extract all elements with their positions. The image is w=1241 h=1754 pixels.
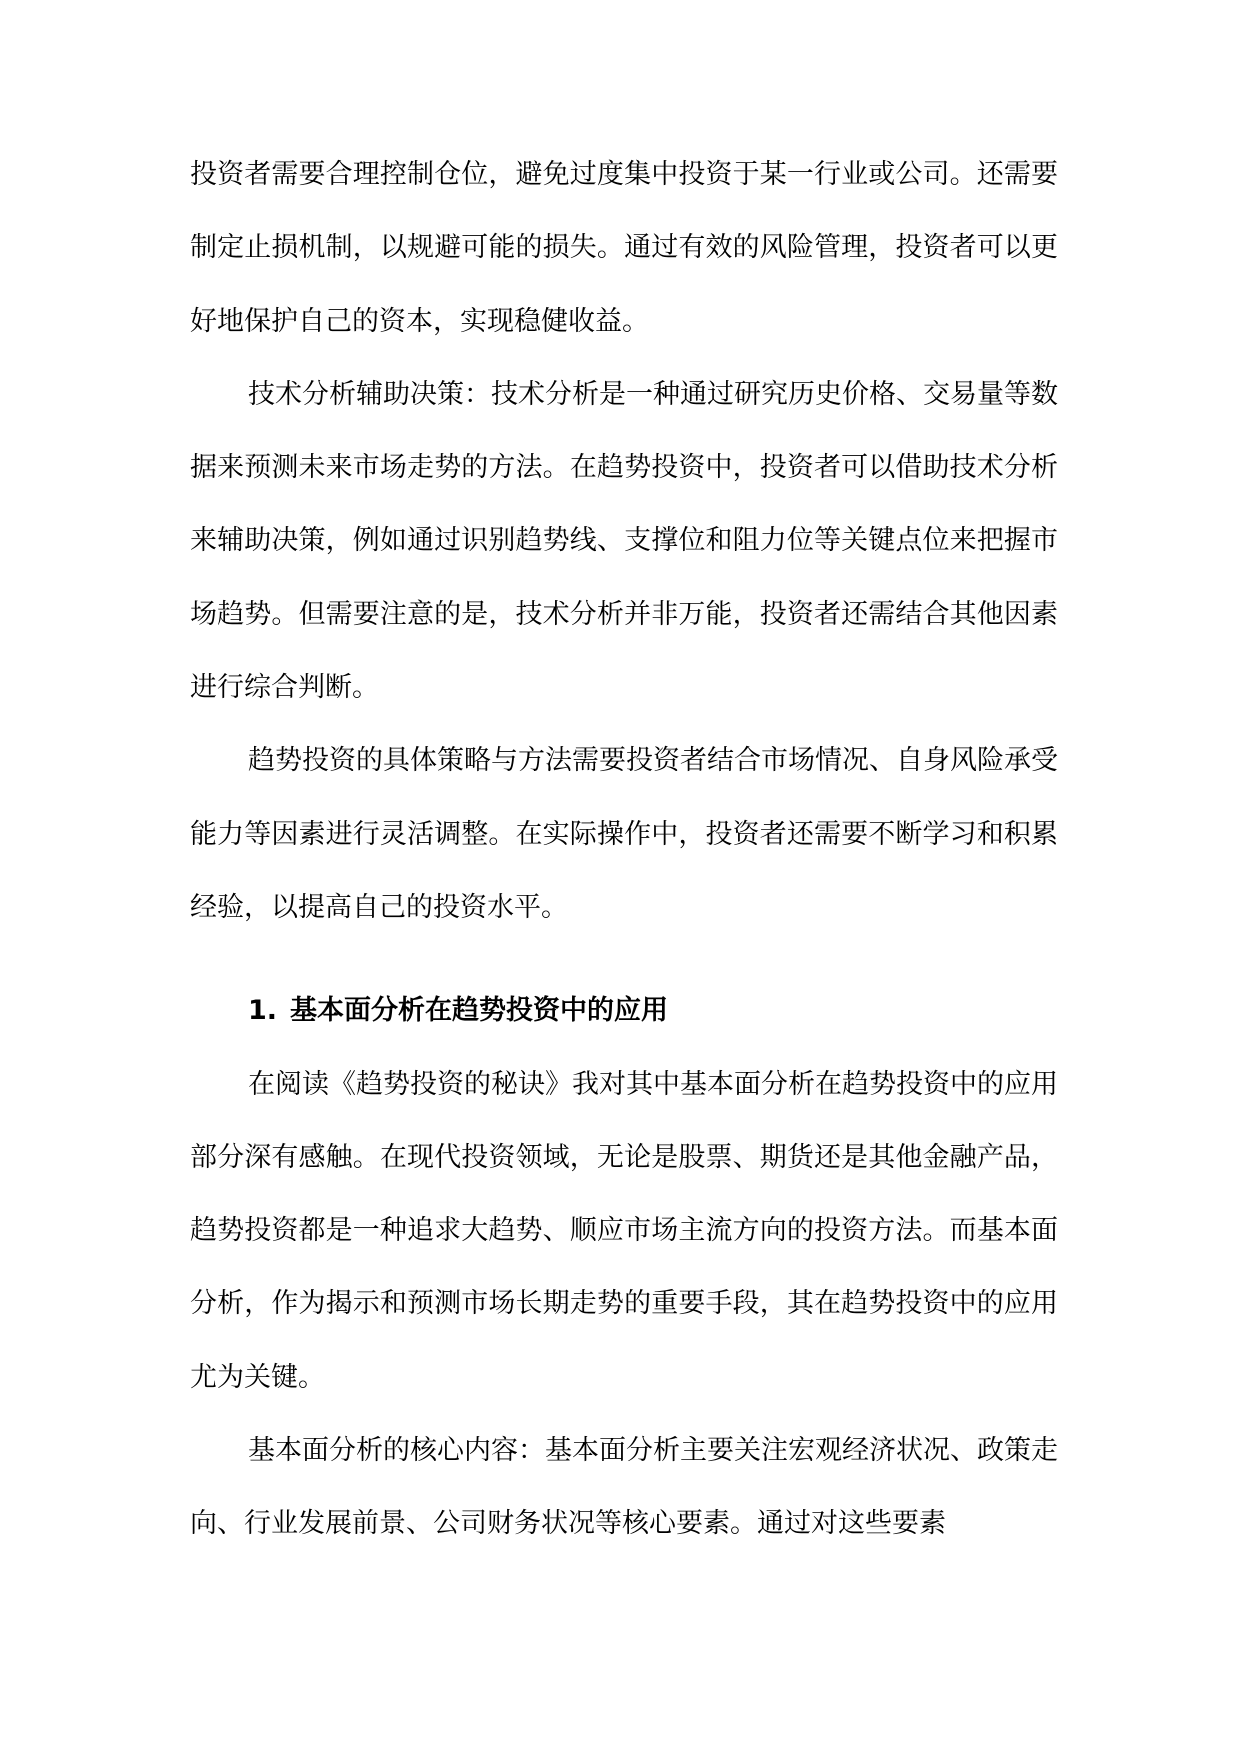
document-body	[190, 138, 1058, 1561]
paragraph-technical-analysis: 技术分析辅助决策：技术分析是一种通过研究历史价格、交易量等数据来预测未来市场走势的方法。在趋势投资中，投资者可以借助技术分析来辅助决策，例如通过识别趋势线、支撑位和阻力位等关键点位来把握市场趋势。但需要注意的是，技术分析并非万能，投资者还需结合其他因素进行综合判断。	[190, 378, 1058, 704]
paragraph-fundamental-intro: 在阅读《趋势投资的秘诀》我对其中基本面分析在趋势投资中的应用部分深有感触。在现代投资领域，无论是股票、期货还是其他金融产品，趋势投资都是一种追求大趋势、顺应市场主流方向的投资方法。而基本面分析，作为揭示和预测市场长期走势的重要手段，其在趋势投资中的应用尤为关键。	[190, 1068, 1058, 1393]
paragraph-strategy-summary: 趋势投资的具体策略与方法需要投资者结合市场情况、自身风险承受能力等因素进行灵活调整。在实际操作中，投资者还需要不断学习和积累经验，以提高自己的投资水平。	[190, 745, 1058, 923]
section-heading	[190, 974, 1058, 1047]
paragraph-continued: 投资者需要合理控制仓位，避免过度集中投资于某一行业或公司。还需要制定止损机制，以规避可能的损失。通过有效的风险管理，投资者可以更好地保护自己的资本，实现稳健收益。	[190, 159, 1058, 337]
section-number: 1.	[248, 995, 278, 1027]
paragraph-fundamental-core: 基本面分析的核心内容：基本面分析主要关注宏观经济状况、政策走向、行业发展前景、公司财务状况等核心要素。通过对这些要素	[190, 1435, 1058, 1540]
section-title: 基本面分析在趋势投资中的应用	[290, 995, 668, 1027]
